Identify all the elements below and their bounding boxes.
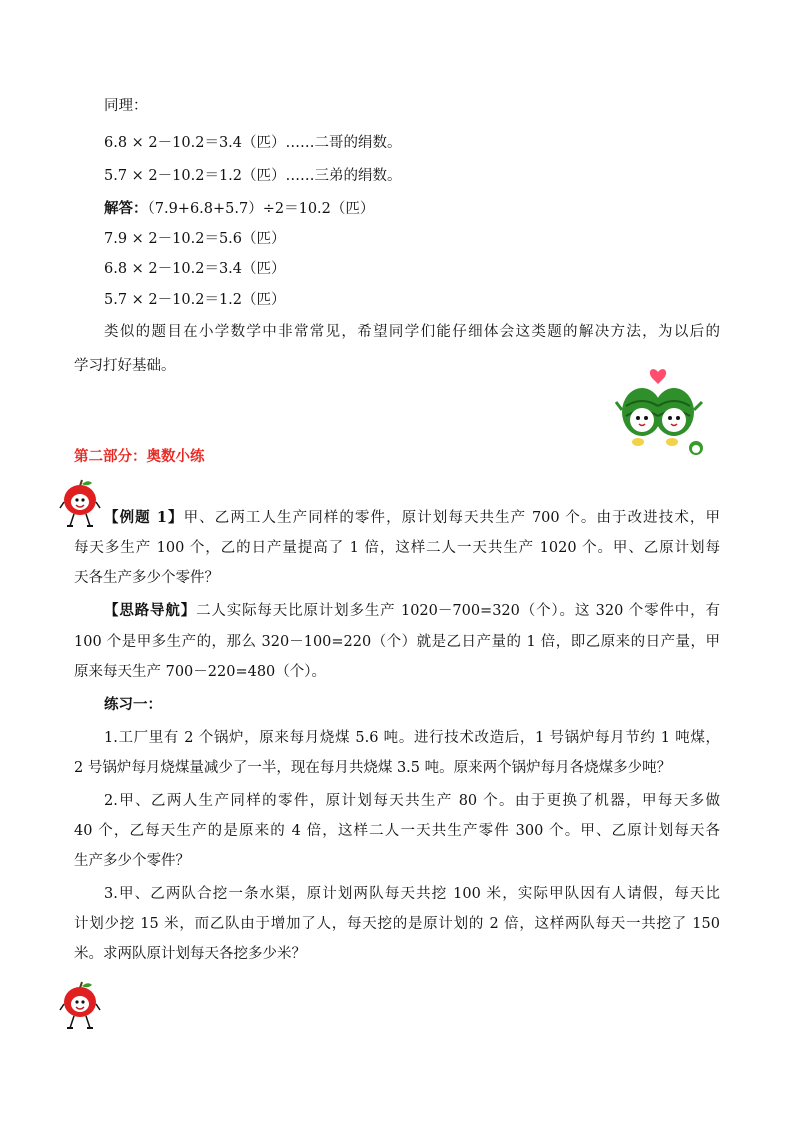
apple-mascot-icon (58, 980, 102, 1032)
hint-label: 【思路导航】 (104, 602, 197, 619)
question-1-line1: 1.工厂里有 2 个锅炉，原来每月烧煤 5.6 吨。进行技术改造后，1 号锅炉每月节约 1 吨煤， (104, 730, 720, 746)
question-3-line2: 计划少挖 15 米，而乙队由于增加了人，每天挖的是原计划的 2 倍，这样两队每天一共挖了 150 (74, 916, 720, 932)
answer-step: 7.9 × 2－10.2＝5.6（匹） (104, 231, 286, 247)
answer-line (104, 199, 374, 219)
example-line2: 每天多生产 100 个，乙的日产量提高了 1 倍，这样二人一天共生产 1020 个。甲、乙原计划每 (74, 540, 720, 556)
equation-line: 6.8 × 2－10.2＝3.4（匹）……二哥的绢数。 (104, 135, 402, 151)
answer-step: 5.7 × 2－10.2＝1.2（匹） (104, 292, 286, 308)
equation-line: 5.7 × 2－10.2＝1.2（匹）……三弟的绢数。 (104, 168, 402, 184)
practice-label: 练习一： (104, 696, 162, 713)
watermelon-couple-illustration (612, 366, 708, 462)
question-2-line1: 2.甲、乙两人生产同样的零件，原计划每天共生产 80 个。由于更换了机器，甲每天多做 (104, 793, 720, 809)
hint-line3: 原来每天生产 700－220=480（个）。 (74, 664, 327, 680)
example-text: 甲、乙两工人生产同样的零件，原计划每天共生产 700 个。由于改进技术，甲 (183, 510, 720, 526)
note-paragraph-line2: 学习打好基础。 (74, 358, 176, 374)
hint-line2: 100 个是甲多生产的，那么 320－100=220（个）就是乙日产量的 1 倍，即乙原来的日产量，甲 (74, 634, 720, 650)
section-title: 第二部分：奥数小练 (74, 448, 205, 465)
answer-label: 解答： (104, 200, 148, 217)
apple-mascot-icon (58, 478, 102, 530)
hint-text: 二人实际每天比原计划多生产 1020－700=320（个）。这 320 个零件中，有 (196, 603, 720, 619)
question-2-line2: 40 个，乙每天生产的是原来的 4 倍，这样二人一天共生产零件 300 个。甲、乙原计划每天各 (74, 823, 720, 839)
question-2-line3: 生产多少个零件？ (74, 853, 190, 869)
example-label: 【例题 1】 (104, 509, 184, 526)
hint-line1 (104, 601, 720, 621)
note-paragraph-line1: 类似的题目在小学数学中非常常见，希望同学们能仔细体会这类题的解决方法，为以后的 (104, 324, 720, 340)
question-1-line2: 2 号锅炉每月烧煤量减少了一半，现在每月共烧煤 3.5 吨。原来两个锅炉每月各烧煤多少吨？ (74, 760, 672, 776)
answer-step: 6.8 × 2－10.2＝3.4（匹） (104, 261, 286, 277)
tongli-label: 同理： (104, 98, 148, 114)
answer-text: （7.9+6.8+5.7）÷2＝10.2（匹） (147, 201, 375, 217)
example-line3: 天各生产多少个零件？ (74, 570, 219, 586)
question-3-line1: 3.甲、乙两队合挖一条水渠，原计划两队每天共挖 100 米，实际甲队因有人请假，每天比 (104, 886, 720, 902)
example-line1 (104, 508, 720, 528)
question-3-line3: 米。求两队原计划每天各挖多少米？ (74, 946, 306, 962)
